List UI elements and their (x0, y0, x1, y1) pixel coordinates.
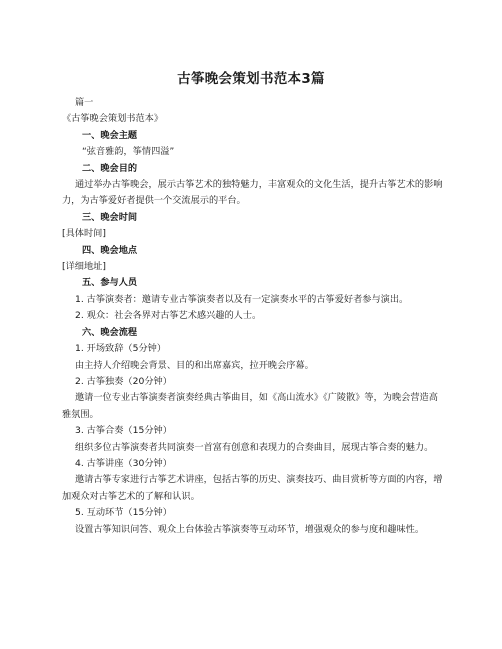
purpose-text: 通过举办古筝晚会，展示古筝艺术的独特魅力，丰富观众的文化生活，提升古筝艺术的影响力，为古筝爱好者提供一个交流展示的平台。 (62, 179, 443, 207)
document-body (62, 95, 446, 538)
people-item-2: 2. 观众：社会各界对古筝艺术感兴趣的人士。 (75, 310, 262, 322)
flow-item-1-text: 由主持人介绍晚会背景、目的和出席嘉宾，拉开晚会序幕。 (75, 359, 314, 371)
document-title: 古筝晚会策划书范本3篇 (177, 71, 325, 87)
flow-item-4-text: 邀请古筝专家进行古筝艺术讲座，包括古筝的历史、演奏技巧、曲目赏析等方面的内容，增加观众对古筝艺术的了解和认识。 (62, 474, 443, 502)
time-text: [具体时间] (62, 228, 106, 240)
section-heading-place: 四、晚会地点 (82, 244, 138, 256)
place-text: [详细地址] (62, 261, 106, 273)
flow-item-5-title: 5. 互动环节（15分钟） (75, 507, 172, 519)
section-heading-purpose: 二、晚会目的 (82, 162, 138, 174)
section-heading-time: 三、晚会时间 (82, 211, 138, 223)
section-heading-flow: 六、晚会流程 (82, 326, 138, 338)
people-item-1: 1. 古筝演奏者：邀请专业古筝演奏者以及有一定演奏水平的古筝爱好者参与演出。 (75, 293, 409, 305)
section-heading-people: 五、参与人员 (82, 277, 138, 289)
theme-text: “弦音雅韵，筝情四溢” (82, 146, 175, 158)
part-label: 篇一 (75, 97, 94, 108)
flow-item-2-title: 2. 古筝独奏（20分钟） (75, 375, 172, 387)
flow-item-4-title: 4. 古筝讲座（30分钟） (75, 457, 172, 469)
section-heading-theme: 一、晚会主题 (82, 129, 138, 141)
flow-item-2-text: 邀请一位专业古筝演奏者演奏经典古筝曲目，如《高山流水》《广陵散》等，为晚会营造高雅氛围。 (62, 392, 438, 420)
flow-item-5-text: 设置古筝知识问答、观众上台体验古筝演奏等互动环节，增强观众的参与度和趣味性。 (75, 523, 425, 535)
flow-item-3-text: 组织多位古筝演奏者共同演奏一首富有创意和表现力的合奏曲目，展现古筝合奏的魅力。 (75, 441, 434, 453)
document-name: 《古筝晚会策划书范本》 (62, 113, 164, 125)
flow-item-1-title: 1. 开场致辞（5分钟） (75, 343, 167, 355)
flow-item-3-title: 3. 古筝合奏（15分钟） (75, 425, 172, 437)
